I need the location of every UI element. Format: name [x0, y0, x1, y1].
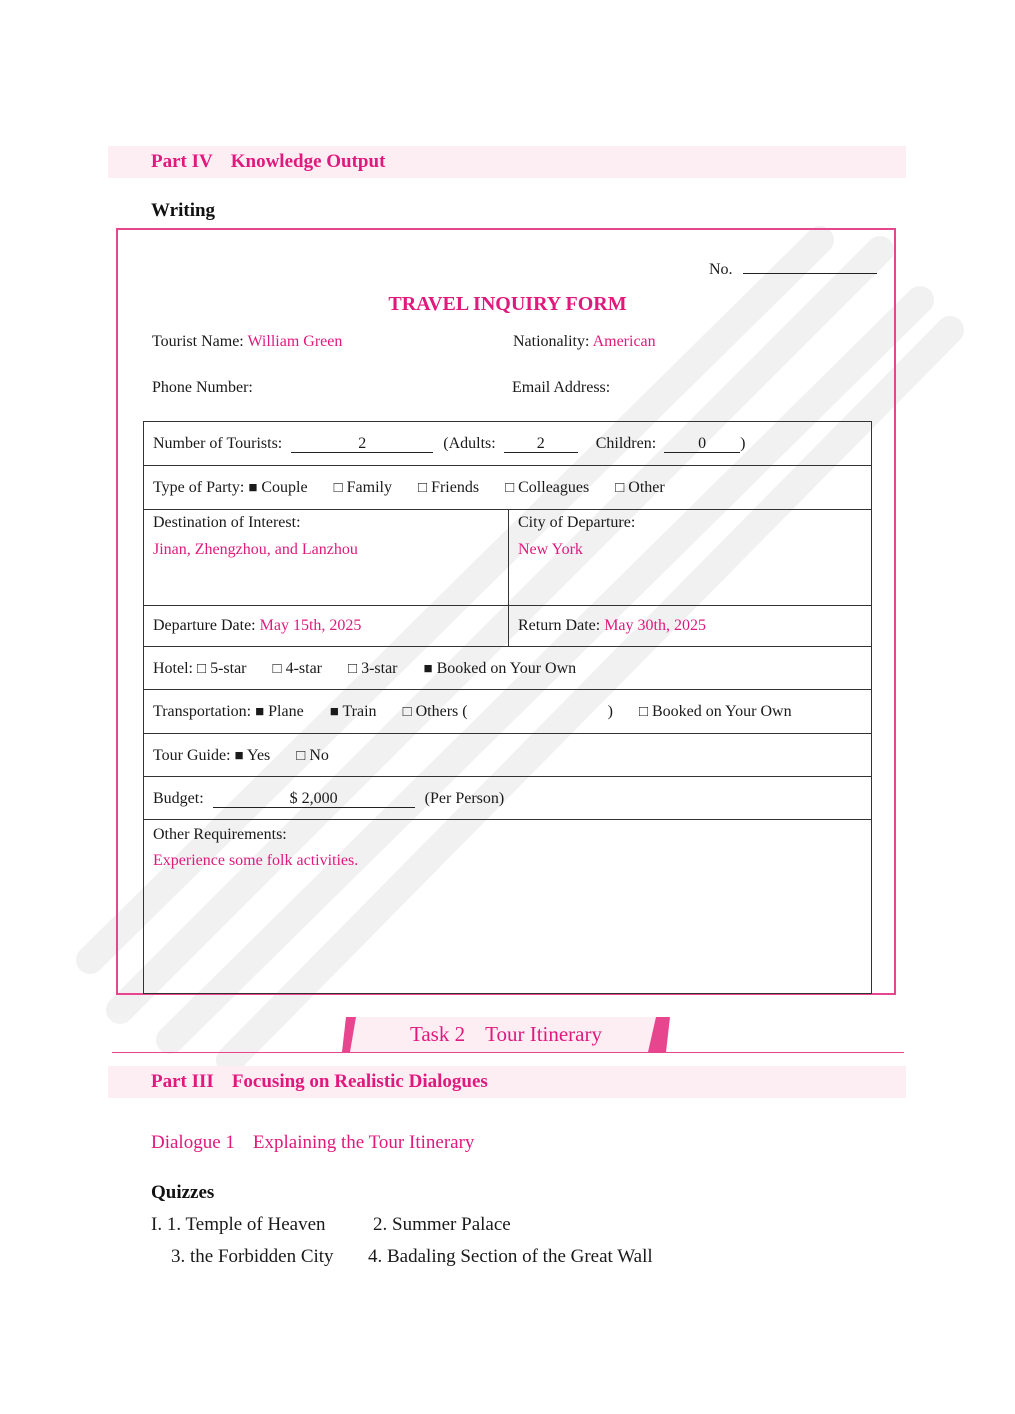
other-requirements-value: Experience some folk activities.: [153, 852, 359, 869]
dialogue-title: Dialogue 1 Explaining the Tour Itinerary: [151, 1132, 475, 1153]
form-number: No.: [709, 261, 877, 279]
budget-row: Budget: $ 2,000 (Per Person): [153, 790, 505, 807]
part3-title: Part III Focusing on Realistic Dialogues: [151, 1071, 488, 1092]
transport-row: Transportation: ■ Plane ■ Train □ Others ( ) □ Booked on Your Own: [153, 703, 792, 720]
transport-own-checkbox[interactable]: □ Booked on Your Own: [638, 703, 792, 720]
departure-date-value: May 15th, 2025: [259, 617, 362, 634]
nationality-value: American: [592, 333, 656, 350]
part4-title: Part IV Knowledge Output: [151, 151, 386, 172]
departure-city-value: New York: [518, 541, 583, 558]
quiz-answer-4: 4. Badaling Section of the Great Wall: [368, 1246, 653, 1267]
party-row: Type of Party: ■ Couple □ Family □ Friends □ Colleagues □ Other: [153, 479, 665, 496]
quiz-answer-2: 2. Summer Palace: [373, 1214, 511, 1235]
guide-row: Tour Guide: ■ Yes □ No: [153, 747, 329, 764]
party-couple-checkbox[interactable]: ■ Couple: [248, 479, 308, 496]
inquiry-table: [143, 421, 872, 994]
part4-band: [108, 146, 906, 178]
party-friends-checkbox[interactable]: □ Friends: [418, 479, 480, 496]
return-date-value: May 30th, 2025: [604, 617, 706, 634]
quizzes-heading: Quizzes: [151, 1182, 215, 1203]
tourist-name: Tourist Name: William Green: [152, 333, 343, 350]
quiz-answer-1: I. 1. Temple of Heaven: [151, 1214, 326, 1235]
quiz-answer-3: 3. the Forbidden City: [171, 1246, 334, 1267]
email-address-label: Email Address:: [512, 379, 611, 396]
party-other-checkbox[interactable]: □ Other: [615, 479, 665, 496]
section-divider: [112, 1052, 904, 1053]
tourists-row: Number of Tourists: 2 (Adults: 2 Children: 0 ): [153, 435, 746, 452]
task2-banner: [342, 1017, 670, 1052]
adults-count: 2: [504, 436, 578, 453]
tourist-name-value: William Green: [247, 333, 343, 350]
hotel-own-checkbox[interactable]: ■ Booked on Your Own: [423, 660, 577, 677]
hotel-5star-checkbox[interactable]: □ 5-star: [197, 660, 247, 677]
form-number-blank[interactable]: [743, 273, 877, 274]
destination-value: Jinan, Zhengzhou, and Lanzhou: [153, 541, 358, 558]
form-title: TRAVEL INQUIRY FORM: [388, 293, 627, 315]
phone-number-label: Phone Number:: [152, 379, 253, 396]
transport-plane-checkbox[interactable]: ■ Plane: [255, 703, 304, 720]
children-count: 0: [664, 436, 740, 453]
departure-city-label: City of Departure:: [518, 514, 636, 531]
task2-title: Task 2 Tour Itinerary: [409, 1022, 602, 1046]
hotel-row: Hotel: □ 5-star □ 4-star □ 3-star ■ Booked on Your Own: [153, 660, 577, 677]
hotel-3star-checkbox[interactable]: □ 3-star: [348, 660, 398, 677]
part3-band: [108, 1066, 906, 1098]
writing-heading: Writing: [151, 200, 216, 221]
tourists-total: 2: [291, 436, 433, 453]
guide-yes-checkbox[interactable]: ■ Yes: [234, 747, 271, 764]
guide-no-checkbox[interactable]: □ No: [296, 747, 329, 764]
hotel-4star-checkbox[interactable]: □ 4-star: [272, 660, 322, 677]
party-family-checkbox[interactable]: □ Family: [333, 479, 392, 496]
party-colleagues-checkbox[interactable]: □ Colleagues: [505, 479, 590, 496]
transport-others-checkbox[interactable]: □ Others (: [402, 703, 468, 720]
destination-label: Destination of Interest:: [153, 514, 301, 531]
return-date: Return Date: May 30th, 2025: [518, 617, 706, 634]
nationality: Nationality: American: [513, 333, 656, 350]
departure-date: Departure Date: May 15th, 2025: [153, 617, 362, 634]
budget-value: $ 2,000: [213, 791, 415, 808]
transport-train-checkbox[interactable]: ■ Train: [329, 703, 377, 720]
other-requirements-label: Other Requirements:: [153, 826, 287, 843]
